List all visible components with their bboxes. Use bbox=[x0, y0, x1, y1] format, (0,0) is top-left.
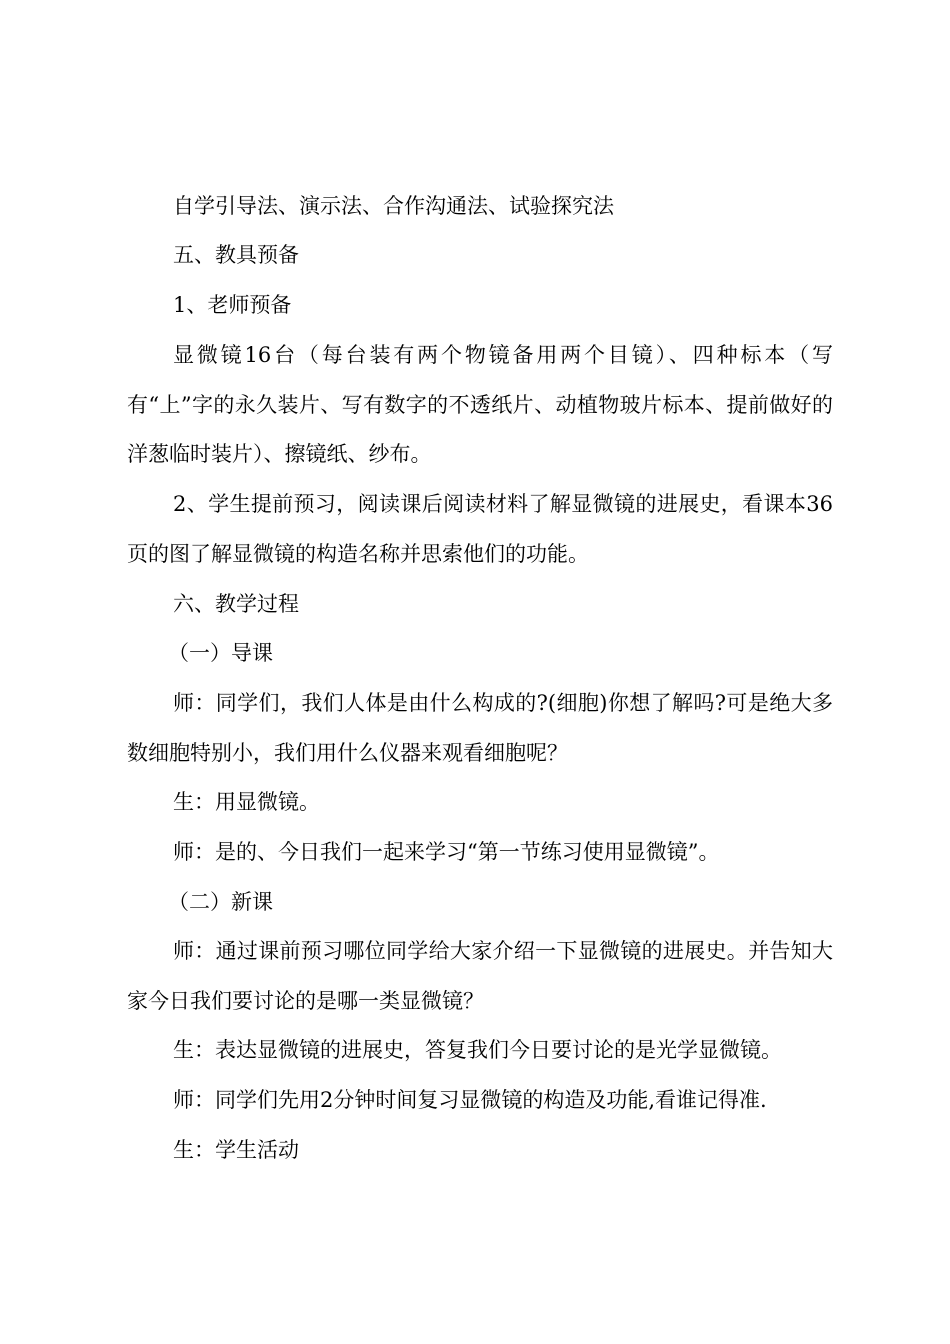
paragraph-student-answer-2: 生：表达显微镜的进展史，答复我们今日要讨论的是光学显微镜。 bbox=[173, 1038, 782, 1062]
paragraph-student-prep: 2、学生提前预习，阅读课后阅读材料了解显微镜的进展史，看课本36页的图了解显微镜的构造名称并思索他们的功能。 bbox=[127, 492, 833, 566]
paragraph-teacher-question-1: 师：同学们，我们人体是由什么构成的?(细胞)你想了解吗?可是绝大多数细胞特别小，我们用什么仪器来观看细胞呢？ bbox=[127, 691, 833, 765]
paragraph-teacher-instruction: 师：同学们先用2分钟时间复习显微镜的构造及功能,看谁记得准. bbox=[173, 1088, 767, 1112]
heading-teaching-aids: 五、教具预备 bbox=[173, 243, 299, 267]
heading-teaching-process: 六、教学过程 bbox=[173, 592, 299, 616]
paragraph-student-activity: 生：学生活动 bbox=[173, 1138, 299, 1162]
paragraph-microscope-list: 显微镜16台（每台装有两个物镜备用两个目镜）、四种标本（写有“上”字的永久装片、写有数字的不透纸片、动植物玻片标本、提前做好的洋葱临时装片）、擦镜纸、纱布。 bbox=[127, 343, 833, 466]
paragraph-teaching-methods: 自学引导法、演示法、合作沟通法、试验探究法 bbox=[173, 194, 614, 218]
heading-introduction: （一）导课 bbox=[168, 641, 273, 665]
heading-new-lesson: （二）新课 bbox=[168, 890, 273, 914]
paragraph-student-answer-1: 生：用显微镜。 bbox=[173, 790, 320, 814]
heading-teacher-prep: 1、老师预备 bbox=[173, 293, 292, 317]
paragraph-teacher-statement: 师：是的、今日我们一起来学习“第一节练习使用显微镜”。 bbox=[173, 840, 720, 864]
paragraph-teacher-question-2: 师：通过课前预习哪位同学给大家介绍一下显微镜的进展史。并告知大家今日我们要讨论的是哪一类显微镜？ bbox=[127, 939, 833, 1013]
